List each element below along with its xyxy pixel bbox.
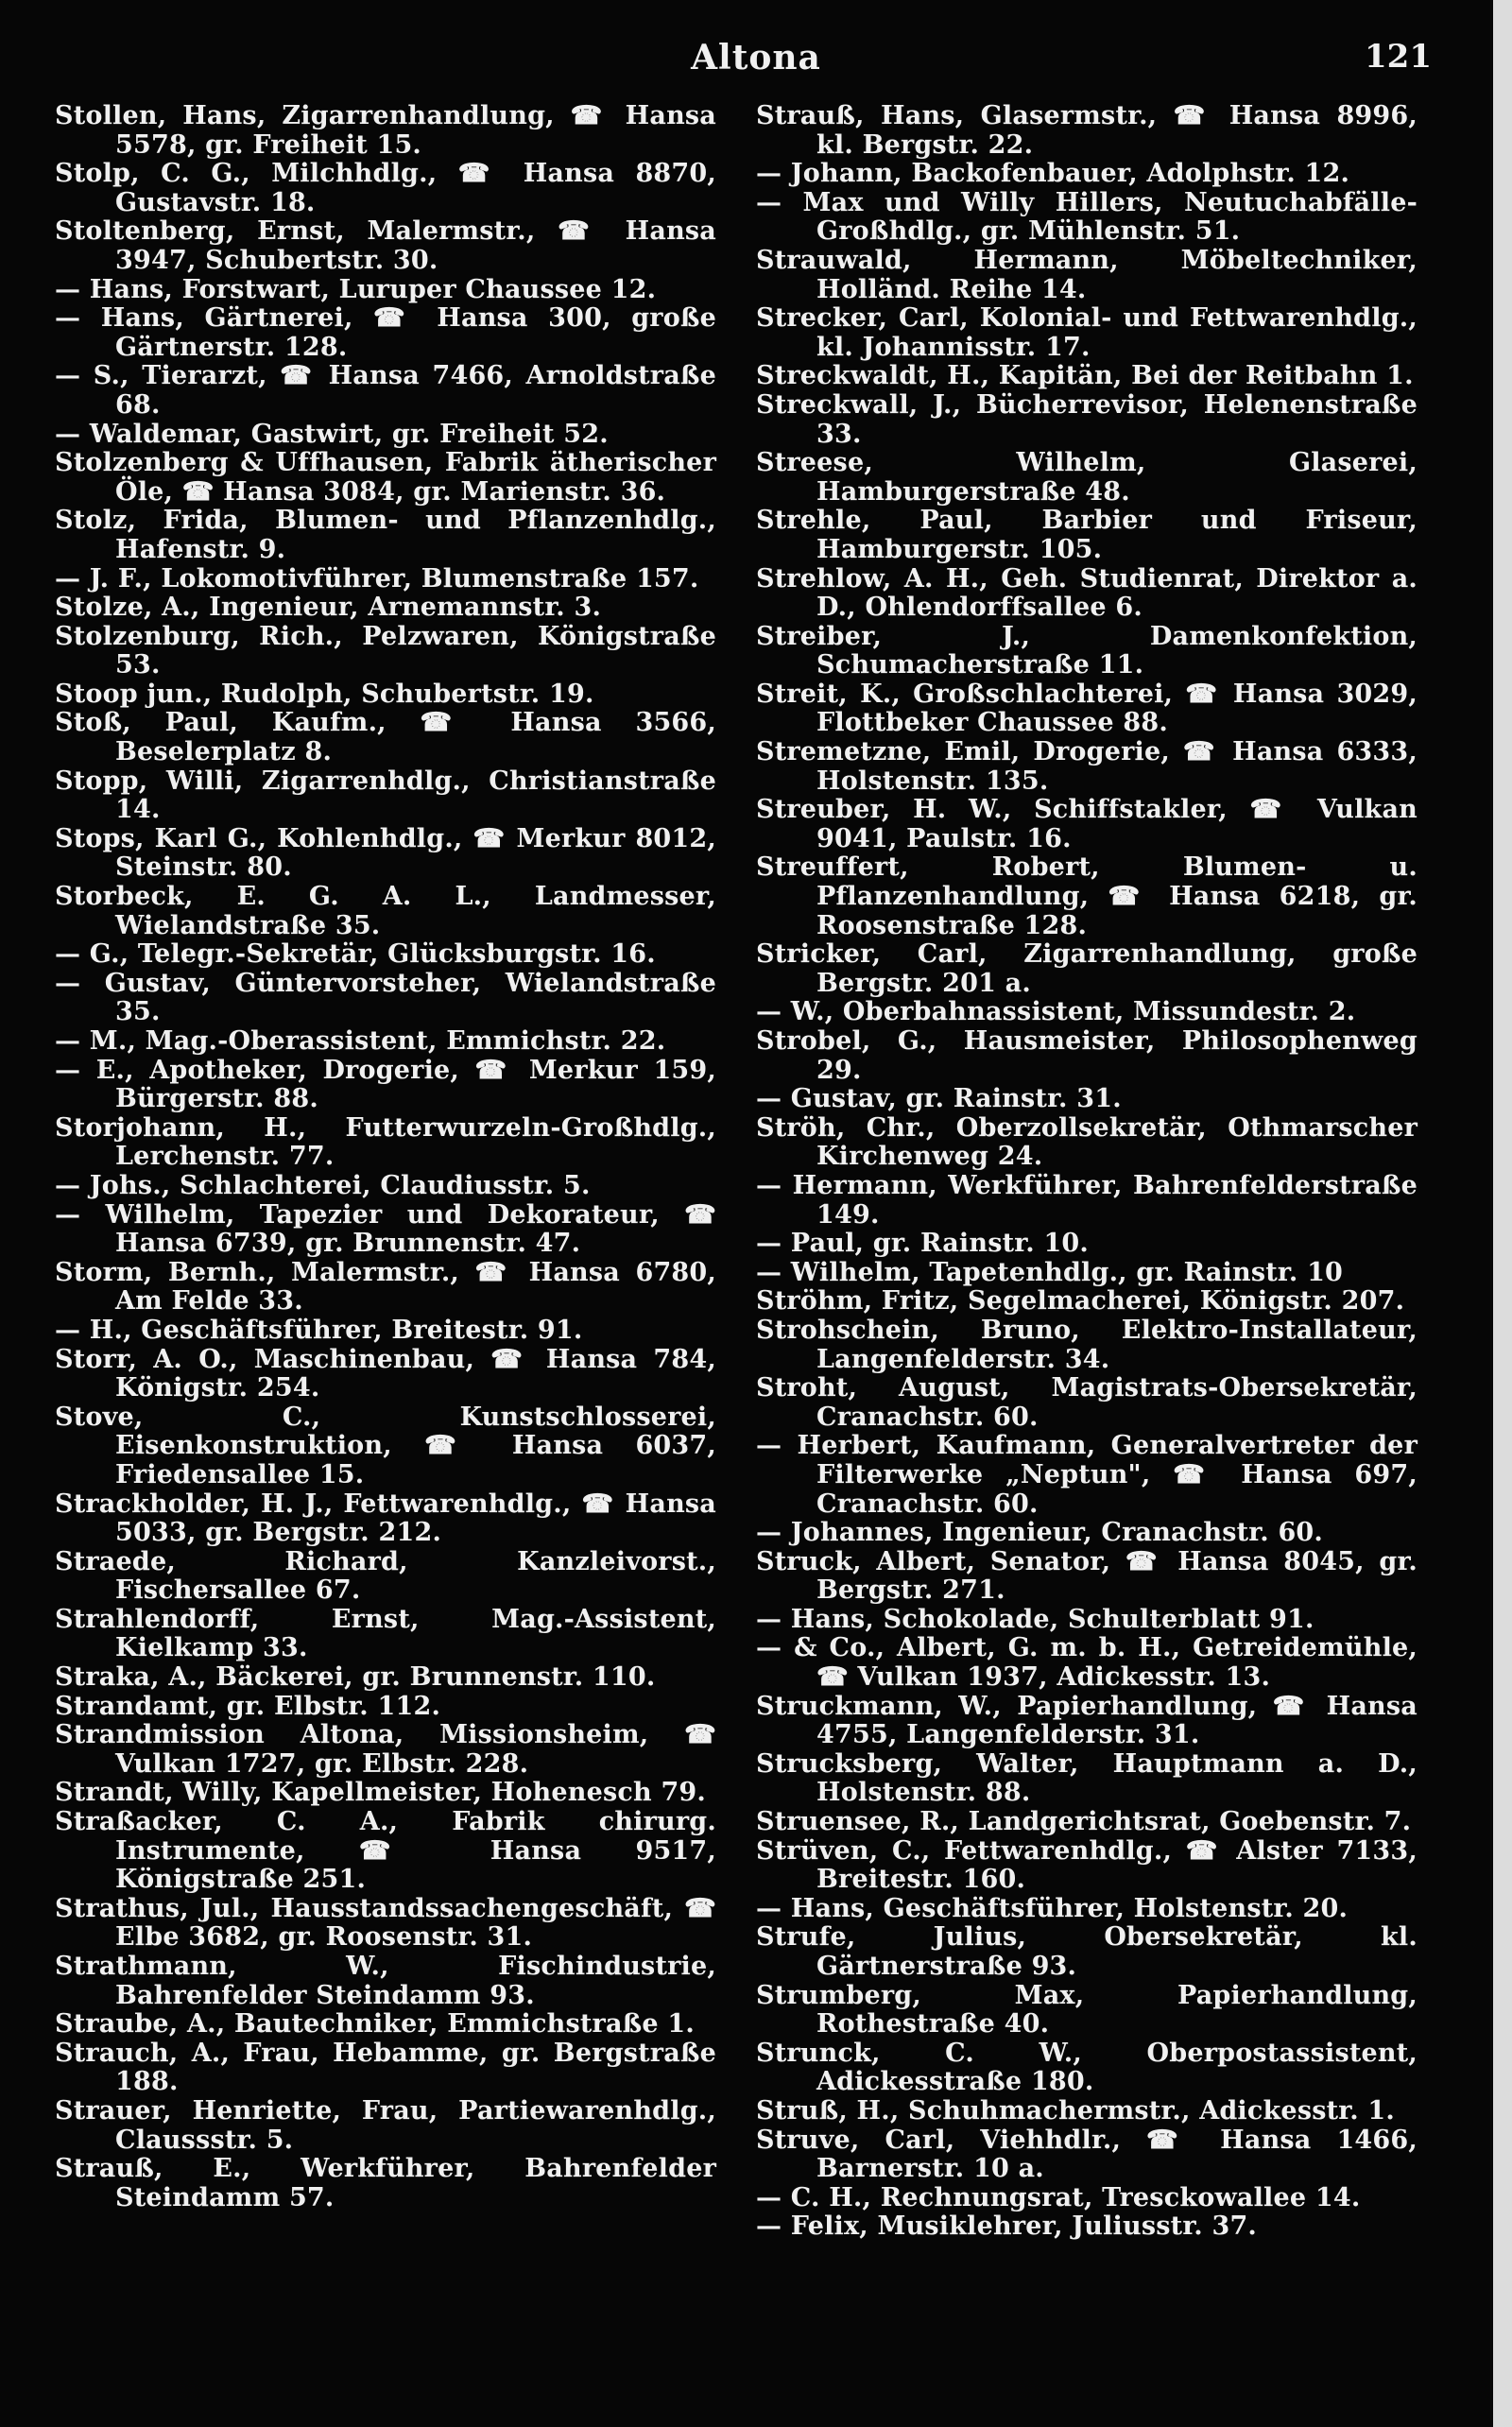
directory-entry: — Hans, Forstwart, Luruper Chaussee 12. <box>55 274 657 304</box>
directory-entry: Straube, A., Bautechniker, Emmichstraße 1. <box>55 2009 695 2040</box>
directory-entry: — Wilhelm, Tapezier und Dekorateur, ☎ Hansa 6739, gr. Brunnenstr. 47. <box>55 1199 716 1259</box>
directory-entry: Stopp, Willi, Zigarrenhdlg., Christianstraße 14. <box>55 766 716 825</box>
directory-entry: Stolp, C. G., Milchhdlg., ☎ Hansa 8870, Gustavstr. 18. <box>55 159 716 217</box>
directory-entry: Strumberg, Max, Papierhandlung, Rothestraße 40. <box>756 1980 1418 2040</box>
directory-entry: Stricker, Carl, Zigarrenhandlung, große Bergstr. 201 a. <box>756 939 1418 998</box>
directory-entry: Strathmann, W., Fischindustrie, Bahrenfelder Steindamm 93. <box>55 1952 716 2010</box>
directory-entry: — E., Apotheker, Drogerie, ☎ Merkur 159, Bürgerstr. 88. <box>55 1055 716 1114</box>
page-number: 121 <box>1365 38 1432 76</box>
directory-entry: — J. F., Lokomotivführer, Blumenstraße 157. <box>55 563 699 594</box>
directory-entry: — Wilhelm, Tapetenhdlg., gr. Rainstr. 10 <box>756 1257 1344 1287</box>
directory-entry: Stollen, Hans, Zigarrenhandlung, ☎ Hansa 5578, gr. Freiheit 15. <box>55 101 716 160</box>
directory-entry: Struck, Albert, Senator, ☎ Hansa 8045, gr. Bergstr. 271. <box>756 1546 1418 1606</box>
directory-entry: Strunck, C. W., Oberpostassistent, Adickesstraße 180. <box>756 2038 1418 2097</box>
directory-entry: — S., Tierarzt, ☎ Hansa 7466, Arnoldstraße 68. <box>55 361 716 420</box>
directory-entry: Storjohann, H., Futterwurzeln-Großhdlg., Lerchenstr. 77. <box>55 1112 716 1172</box>
directory-entry: — W., Oberbahnassistent, Missundestr. 2. <box>756 997 1356 1027</box>
scan-edge <box>1493 0 1512 2427</box>
right-column <box>756 102 1418 2242</box>
directory-entry: — & Co., Albert, G. m. b. H., Getreidemühle, ☎ Vulkan 1937, Adickesstr. 13. <box>756 1633 1418 1693</box>
page-title: Altona <box>691 38 821 77</box>
directory-entry: Strucksberg, Walter, Hauptmann a. D., Holstenstr. 88. <box>756 1748 1418 1808</box>
directory-entry: Strauß, E., Werkführer, Bahrenfelder Steindamm 57. <box>55 2154 716 2212</box>
directory-entry: Streiber, J., Damenkonfektion, Schumacherstraße 11. <box>756 621 1418 680</box>
directory-entry: — Johs., Schlachterei, Claudiusstr. 5. <box>55 1170 591 1200</box>
directory-entry: Stops, Karl G., Kohlenhdlg., ☎ Merkur 8012, Steinstr. 80. <box>55 823 716 883</box>
directory-entry: — Hans, Geschäftsführer, Holstenstr. 20. <box>756 1893 1349 1923</box>
directory-entry: Storbeck, E. G. A. L., Landmesser, Wielandstraße 35. <box>55 882 716 940</box>
directory-entry: Strandt, Willy, Kapellmeister, Hohenesch 79. <box>55 1778 707 1808</box>
directory-entry: — Hans, Gärtnerei, ☎ Hansa 300, große Gärtnerstr. 128. <box>55 303 716 362</box>
directory-entry: Strobel, G., Hausmeister, Philosophenweg 29. <box>756 1026 1418 1085</box>
directory-entry: Stoltenberg, Ernst, Malermstr., ☎ Hansa 3947, Schubertstr. 30. <box>55 216 716 275</box>
directory-entry: — Waldemar, Gastwirt, gr. Freiheit 52. <box>55 419 609 449</box>
directory-entry: Straede, Richard, Kanzleivorst., Fischersallee 67. <box>55 1546 716 1606</box>
directory-entry: Strauwald, Hermann, Möbeltechniker, Holländ. Reihe 14. <box>756 245 1418 304</box>
directory-entry: Streese, Wilhelm, Glaserei, Hamburgerstraße 48. <box>756 448 1418 507</box>
directory-entry: Stoop jun., Rudolph, Schubertstr. 19. <box>55 679 594 709</box>
directory-entry: Stolzenburg, Rich., Pelzwaren, Königstraße 53. <box>55 621 716 680</box>
directory-entry: Streckwaldt, H., Kapitän, Bei der Reitbahn 1. <box>756 361 1414 391</box>
directory-entry: Storr, A. O., Maschinenbau, ☎ Hansa 784, Königstr. 254. <box>55 1344 716 1403</box>
directory-entry: Strüven, C., Fettwarenhdlg., ☎ Alster 7133, Breitestr. 160. <box>756 1835 1418 1895</box>
directory-entry: Ströhm, Fritz, Segelmacherei, Königstr. 207. <box>756 1286 1405 1317</box>
directory-entry: — Gustav, Güntervorsteher, Wielandstraße 35. <box>55 968 716 1027</box>
directory-entry: Strehlow, A. H., Geh. Studienrat, Direktor a. D., Ohlendorffsallee 6. <box>756 563 1418 623</box>
directory-entry: Storm, Bernh., Malermstr., ☎ Hansa 6780, Am Felde 33. <box>55 1257 716 1317</box>
directory-entry: Streuber, H. W., Schiffstakler, ☎ Vulkan 9041, Paulstr. 16. <box>756 795 1418 853</box>
directory-entry: Strehle, Paul, Barbier und Friseur, Hamburgerstr. 105. <box>756 506 1418 564</box>
directory-entry: — C. H., Rechnungsrat, Tresckowallee 14. <box>756 2182 1361 2212</box>
directory-entry: Streit, K., Großschlachterei, ☎ Hansa 3029, Flottbeker Chaussee 88. <box>756 679 1418 738</box>
directory-entry: Streckwall, J., Bücherrevisor, Helenenstraße 33. <box>756 389 1418 449</box>
directory-entry: — Herbert, Kaufmann, Generalvertreter der Filterwerke „Neptun", ☎ Hansa 697, Cranachstr. 60. <box>756 1431 1418 1519</box>
directory-entry: — Max und Willy Hillers, Neutuchabfälle-Großhdlg., gr. Mühlenstr. 51. <box>756 187 1418 247</box>
directory-entry: — Hermann, Werkführer, Bahrenfelderstraße 149. <box>756 1170 1418 1230</box>
directory-entry: Struß, H., Schuhmachermstr., Adickesstr. 1. <box>756 2095 1396 2126</box>
directory-entry: Strauß, Hans, Glasermstr., ☎ Hansa 8996, kl. Bergstr. 22. <box>756 101 1418 160</box>
directory-entry: Strathus, Jul., Hausstandssachengeschäft, ☎ Elbe 3682, gr. Roosenstr. 31. <box>55 1893 716 1953</box>
directory-entry: Strufe, Julius, Obersekretär, kl. Gärtnerstraße 93. <box>756 1922 1418 1981</box>
directory-entry: Struensee, R., Landgerichtsrat, Goebenstr. 7. <box>756 1807 1412 1837</box>
directory-entry: — M., Mag.-Oberassistent, Emmichstr. 22. <box>55 1026 666 1056</box>
directory-entry: Straka, A., Bäckerei, gr. Brunnenstr. 110. <box>55 1662 656 1693</box>
directory-entry: — H., Geschäftsführer, Breitestr. 91. <box>55 1315 583 1345</box>
directory-entry: Straßacker, C. A., Fabrik chirurg. Instrumente, ☎ Hansa 9517, Königstraße 251. <box>55 1807 716 1895</box>
directory-entry: — Gustav, gr. Rainstr. 31. <box>756 1084 1122 1114</box>
left-column <box>55 102 716 2212</box>
directory-entry: Strecker, Carl, Kolonial- und Fettwarenhdlg., kl. Johannisstr. 17. <box>756 303 1418 362</box>
directory-entry: — Felix, Musiklehrer, Juliusstr. 37. <box>756 2212 1258 2242</box>
directory-entry: Struve, Carl, Viehhdlr., ☎ Hansa 1466, Barnerstr. 10 a. <box>756 2125 1418 2184</box>
directory-entry: Stroht, August, Magistrats-Obersekretär, Cranachstr. 60. <box>756 1373 1418 1432</box>
directory-entry: Stremetzne, Emil, Drogerie, ☎ Hansa 6333, Holstenstr. 135. <box>756 737 1418 796</box>
directory-entry: — Johann, Backofenbauer, Adolphstr. 12. <box>756 159 1350 189</box>
directory-entry: Strauer, Henriette, Frau, Partiewarenhdlg., Claussstr. 5. <box>55 2095 716 2155</box>
directory-entry: Stove, C., Kunstschlosserei, Eisenkonstruktion, ☎ Hansa 6037, Friedensallee 15. <box>55 1402 716 1489</box>
directory-entry: — G., Telegr.-Sekretär, Glücksburgstr. 16. <box>55 939 656 970</box>
directory-entry: Strohschein, Bruno, Elektro-Installateur, Langenfelderstr. 34. <box>756 1315 1418 1374</box>
directory-entry: — Johannes, Ingenieur, Cranachstr. 60. <box>756 1518 1324 1548</box>
directory-entry: Stolze, A., Ingenieur, Arnemannstr. 3. <box>55 593 602 623</box>
page-header <box>0 38 1512 85</box>
directory-entry: Strackholder, H. J., Fettwarenhdlg., ☎ Hansa 5033, gr. Bergstr. 212. <box>55 1489 716 1548</box>
directory-entry: Stolzenberg & Uffhausen, Fabrik ätherischer Öle, ☎ Hansa 3084, gr. Marienstr. 36. <box>55 448 716 507</box>
directory-entry: Struckmann, W., Papierhandlung, ☎ Hansa 4755, Langenfelderstr. 31. <box>756 1691 1418 1750</box>
directory-entry: Ströh, Chr., Oberzollsekretär, Othmarscher Kirchenweg 24. <box>756 1112 1418 1172</box>
directory-entry: — Hans, Schokolade, Schulterblatt 91. <box>756 1604 1314 1634</box>
directory-entry: Stolz, Frida, Blumen- und Pflanzenhdlg., Hafenstr. 9. <box>55 506 716 564</box>
directory-entry: Stoß, Paul, Kaufm., ☎ Hansa 3566, Beselerplatz 8. <box>55 708 716 767</box>
directory-entry: Strahlendorff, Ernst, Mag.-Assistent, Kielkamp 33. <box>55 1604 716 1663</box>
directory-entry: Strandamt, gr. Elbstr. 112. <box>55 1691 441 1721</box>
directory-entry: Streuffert, Robert, Blumen- u. Pflanzenhandlung, ☎ Hansa 6218, gr. Roosenstraße 128. <box>756 852 1418 940</box>
directory-entry: — Paul, gr. Rainstr. 10. <box>756 1229 1090 1259</box>
directory-entry: Strandmission Altona, Missionsheim, ☎ Vulkan 1727, gr. Elbstr. 228. <box>55 1720 716 1779</box>
directory-entry: Strauch, A., Frau, Hebamme, gr. Bergstraße 188. <box>55 2038 716 2097</box>
